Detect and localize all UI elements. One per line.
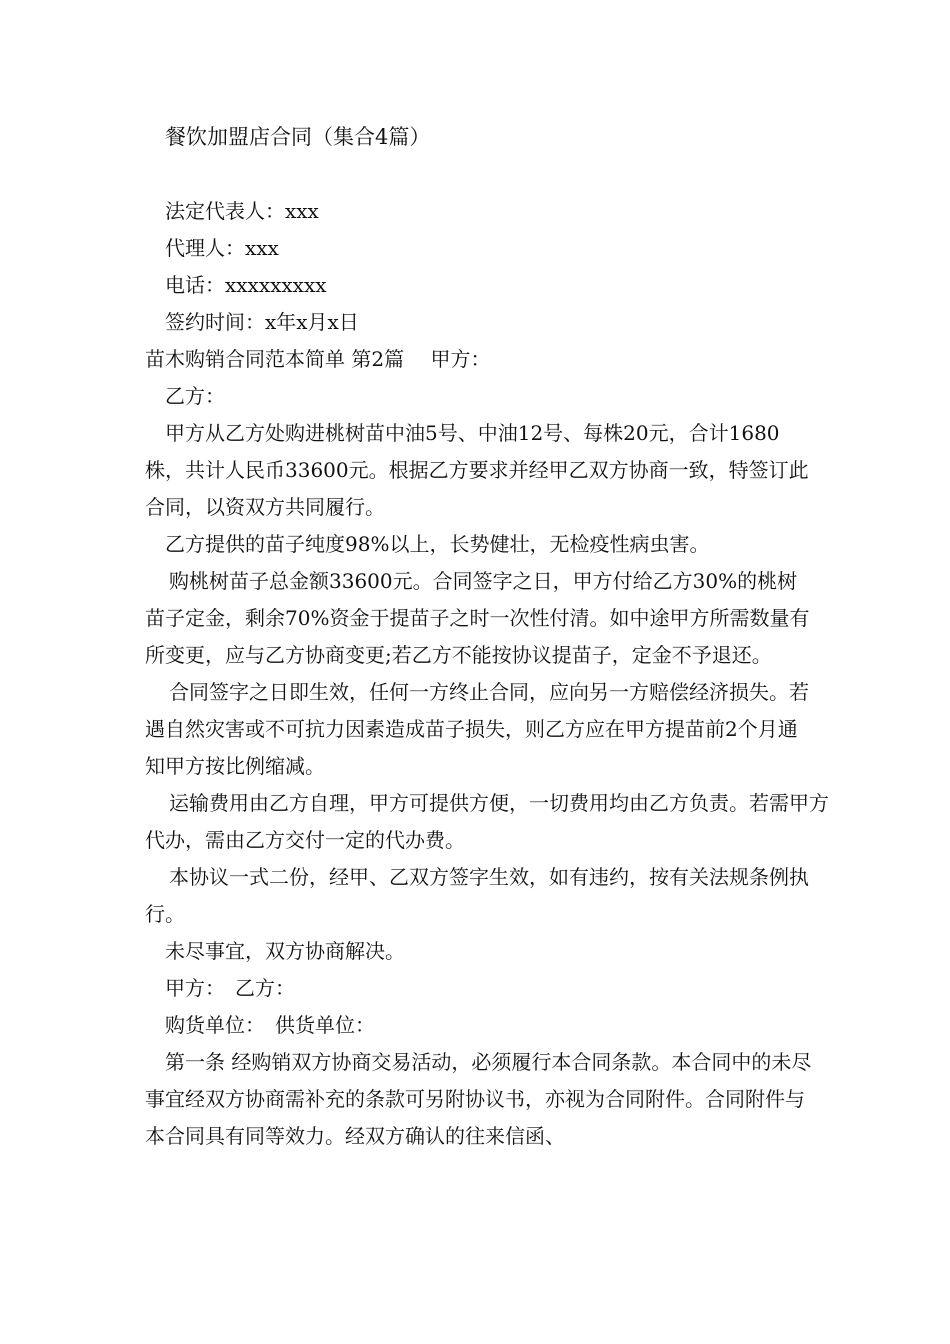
paragraph-party-b: 乙方： <box>165 384 225 408</box>
paragraph-unresolved: 未尽事宜，双方协商解决。 <box>165 939 405 963</box>
paragraph-phone: 电话：xxxxxxxxx <box>165 273 327 297</box>
paragraph-legal-representative: 法定代表人：xxx <box>165 199 319 223</box>
paragraph-units: 购货单位： 供货单位： <box>165 1013 375 1037</box>
document-title: 餐饮加盟店合同（集合4篇） <box>165 125 431 149</box>
paragraph-purchase: 甲方从乙方处购进桃树苗中油5号、中油12号、每株20元，合计1680株，共计人民币33600元。根据乙方要求并经甲乙双方协商一致，特签订此合同，以资双方共同履行。 <box>145 421 809 519</box>
paragraph-copies: 本协议一式二份，经甲、乙双方签字生效，如有违约，按有关法规条例执行。 <box>145 865 809 926</box>
paragraph-effect: 合同签字之日即生效，任何一方终止合同，应向另一方赔偿经济损失。若遇自然灾害或不可抗力因素造成苗子损失，则乙方应在甲方提苗前2个月通知甲方按比例缩减。 <box>145 680 809 778</box>
paragraph-article-1: 第一条 经购销双方协商交易活动，必须履行本合同条款。本合同中的未尽事宜经双方协商需补充的条款可另附协议书，亦视为合同附件。合同附件与本合同具有同等效力。经双方确认的往来信函、 <box>145 1050 812 1148</box>
document-body <box>145 193 829 1155</box>
paragraph-section-heading: 苗木购销合同范本简单 第2篇 甲方： <box>145 347 491 371</box>
paragraph-sign-date: 签约时间：x年x月x日 <box>165 310 359 334</box>
paragraph-parties: 甲方： 乙方： <box>165 976 295 1000</box>
paragraph-payment: 购桃树苗子总金额33600元。合同签字之日，甲方付给乙方30%的桃树苗子定金，剩余70%资金于提苗子之时一次性付清。如中途甲方所需数量有所变更，应与乙方协商变更;若乙方不能按协议提苗子，定金不予退还。 <box>145 569 810 667</box>
paragraph-transport: 运输费用由乙方自理，甲方可提供方便，一切费用均由乙方负责。若需甲方代办，需由乙方交付一定的代办费。 <box>145 791 829 852</box>
paragraph-quality: 乙方提供的苗子纯度98%以上，长势健壮，无检疫性病虫害。 <box>165 532 710 556</box>
paragraph-agent: 代理人：xxx <box>165 236 279 260</box>
